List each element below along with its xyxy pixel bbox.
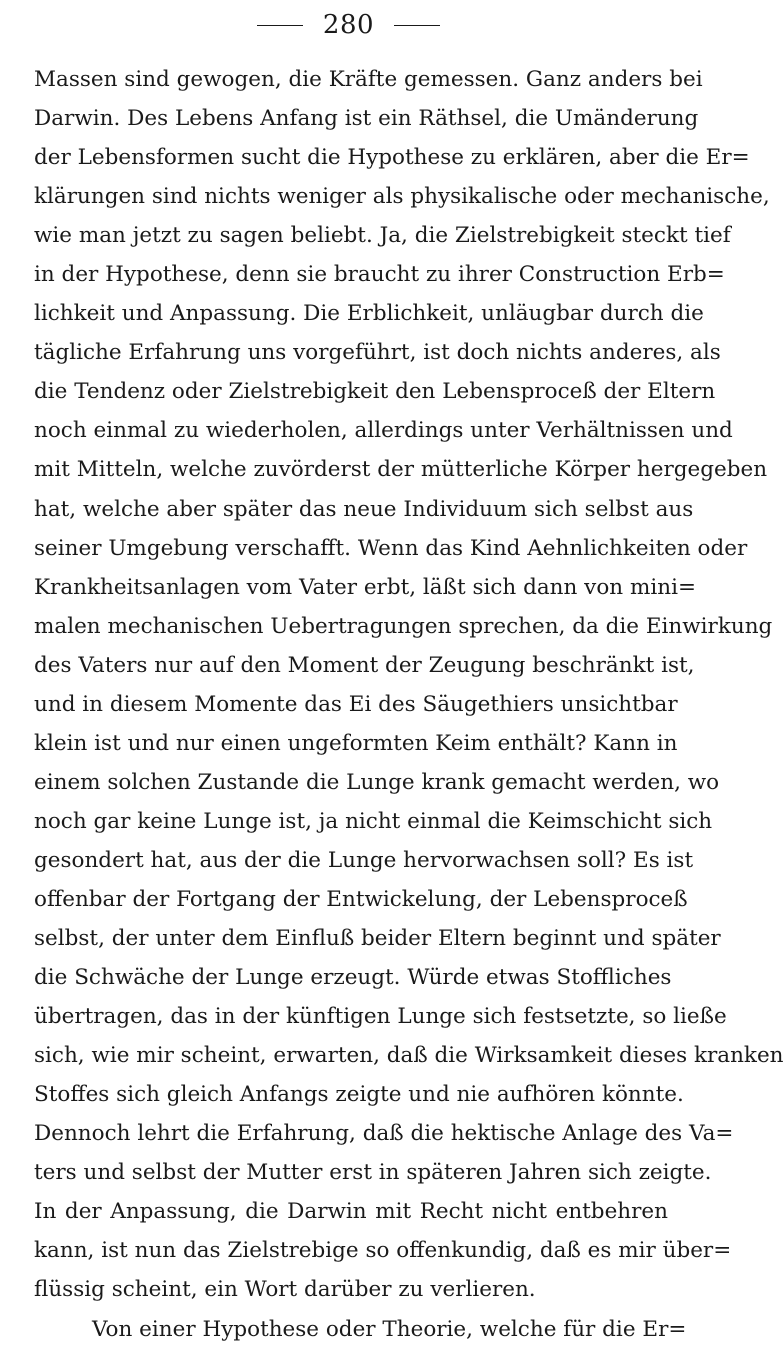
text-line: gesondert hat, aus der die Lunge hervorwachsen soll? Es ist	[34, 847, 694, 873]
text-line: selbst, der unter dem Einfluß beider Eltern beginnt und später	[34, 926, 721, 952]
text-line: sich, wie mir scheint, erwarten, daß die Wirksamkeit dieses kranken	[34, 1043, 784, 1069]
text-line: hat, welche aber später das neue Individuum sich selbst aus	[34, 496, 694, 522]
page-header	[0, 8, 697, 42]
text-line: kann, ist nun das Zielstrebige so offenkundig, daß es mir über=	[34, 1238, 732, 1264]
header-rule-right	[394, 25, 440, 26]
paragraph-1	[34, 60, 784, 1310]
text-line: die Tendenz oder Zielstrebigkeit den Lebensproceß der Eltern	[34, 379, 716, 405]
text-line: klärungen sind nichts weniger als physikalische oder mechanische,	[34, 184, 770, 210]
text-line: tägliche Erfahrung uns vorgeführt, ist doch nichts anderes, als	[34, 340, 721, 366]
text-line: malen mechanischen Uebertragungen sprechen, da die Einwirkung	[34, 613, 773, 639]
text-line: wie man jetzt zu sagen beliebt. Ja, die Zielstrebigkeit steckt tief	[34, 223, 731, 249]
text-line: flüssig scheint, ein Wort darüber zu verlieren.	[34, 1277, 536, 1303]
text-line: der Lebensformen sucht die Hypothese zu erklären, aber die Er=	[34, 145, 750, 171]
body-text	[34, 60, 784, 1349]
text-line: ters und selbst der Mutter erst in späteren Jahren sich zeigte.	[34, 1160, 712, 1186]
paragraph-2	[34, 1310, 687, 1349]
page-number: 280	[322, 10, 375, 40]
text-line: einem solchen Zustande die Lunge krank gemacht werden, wo	[34, 769, 720, 795]
text-line: Darwin. Des Lebens Anfang ist ein Räthsel, die Umänderung	[34, 106, 699, 132]
text-line: In der Anpassung, die Darwin mit Recht nicht entbehren	[34, 1199, 668, 1225]
text-line: mit Mitteln, welche zuvörderst der mütterliche Körper hergegeben	[34, 457, 768, 483]
text-line: offenbar der Fortgang der Entwickelung, der Lebensproceß	[34, 886, 688, 912]
text-line: Dennoch lehrt die Erfahrung, daß die hektische Anlage des Va=	[34, 1121, 734, 1147]
text-line: in der Hypothese, denn sie braucht zu ihrer Construction Erb=	[34, 262, 725, 288]
header-rule-left	[257, 25, 303, 26]
text-line: noch gar keine Lunge ist, ja nicht einmal die Keimschicht sich	[34, 808, 713, 834]
text-line: Von einer Hypothese oder Theorie, welche für die Er=	[92, 1316, 687, 1342]
text-line: noch einmal zu wiederholen, allerdings unter Verhältnissen und	[34, 418, 733, 444]
text-line: lichkeit und Anpassung. Die Erblichkeit, unläugbar durch die	[34, 301, 704, 327]
text-line: und in diesem Momente das Ei des Säugethiers unsichtbar	[34, 691, 678, 717]
text-line: übertragen, das in der künftigen Lunge sich festsetzte, so ließe	[34, 1004, 727, 1030]
text-line: Massen sind gewogen, die Kräfte gemessen. Ganz anders bei	[34, 67, 703, 92]
text-line: die Schwäche der Lunge erzeugt. Würde etwas Stoffliches	[34, 965, 672, 991]
text-line: klein ist und nur einen ungeformten Keim enthält? Kann in	[34, 730, 678, 756]
text-line: Stoffes sich gleich Anfangs zeigte und nie aufhören könnte.	[34, 1082, 684, 1108]
text-line: Krankheitsanlagen vom Vater erbt, läßt sich dann von mini=	[34, 574, 696, 600]
text-line: des Vaters nur auf den Moment der Zeugung beschränkt ist,	[34, 652, 695, 678]
text-line: seiner Umgebung verschafft. Wenn das Kind Aehnlichkeiten oder	[34, 535, 748, 561]
